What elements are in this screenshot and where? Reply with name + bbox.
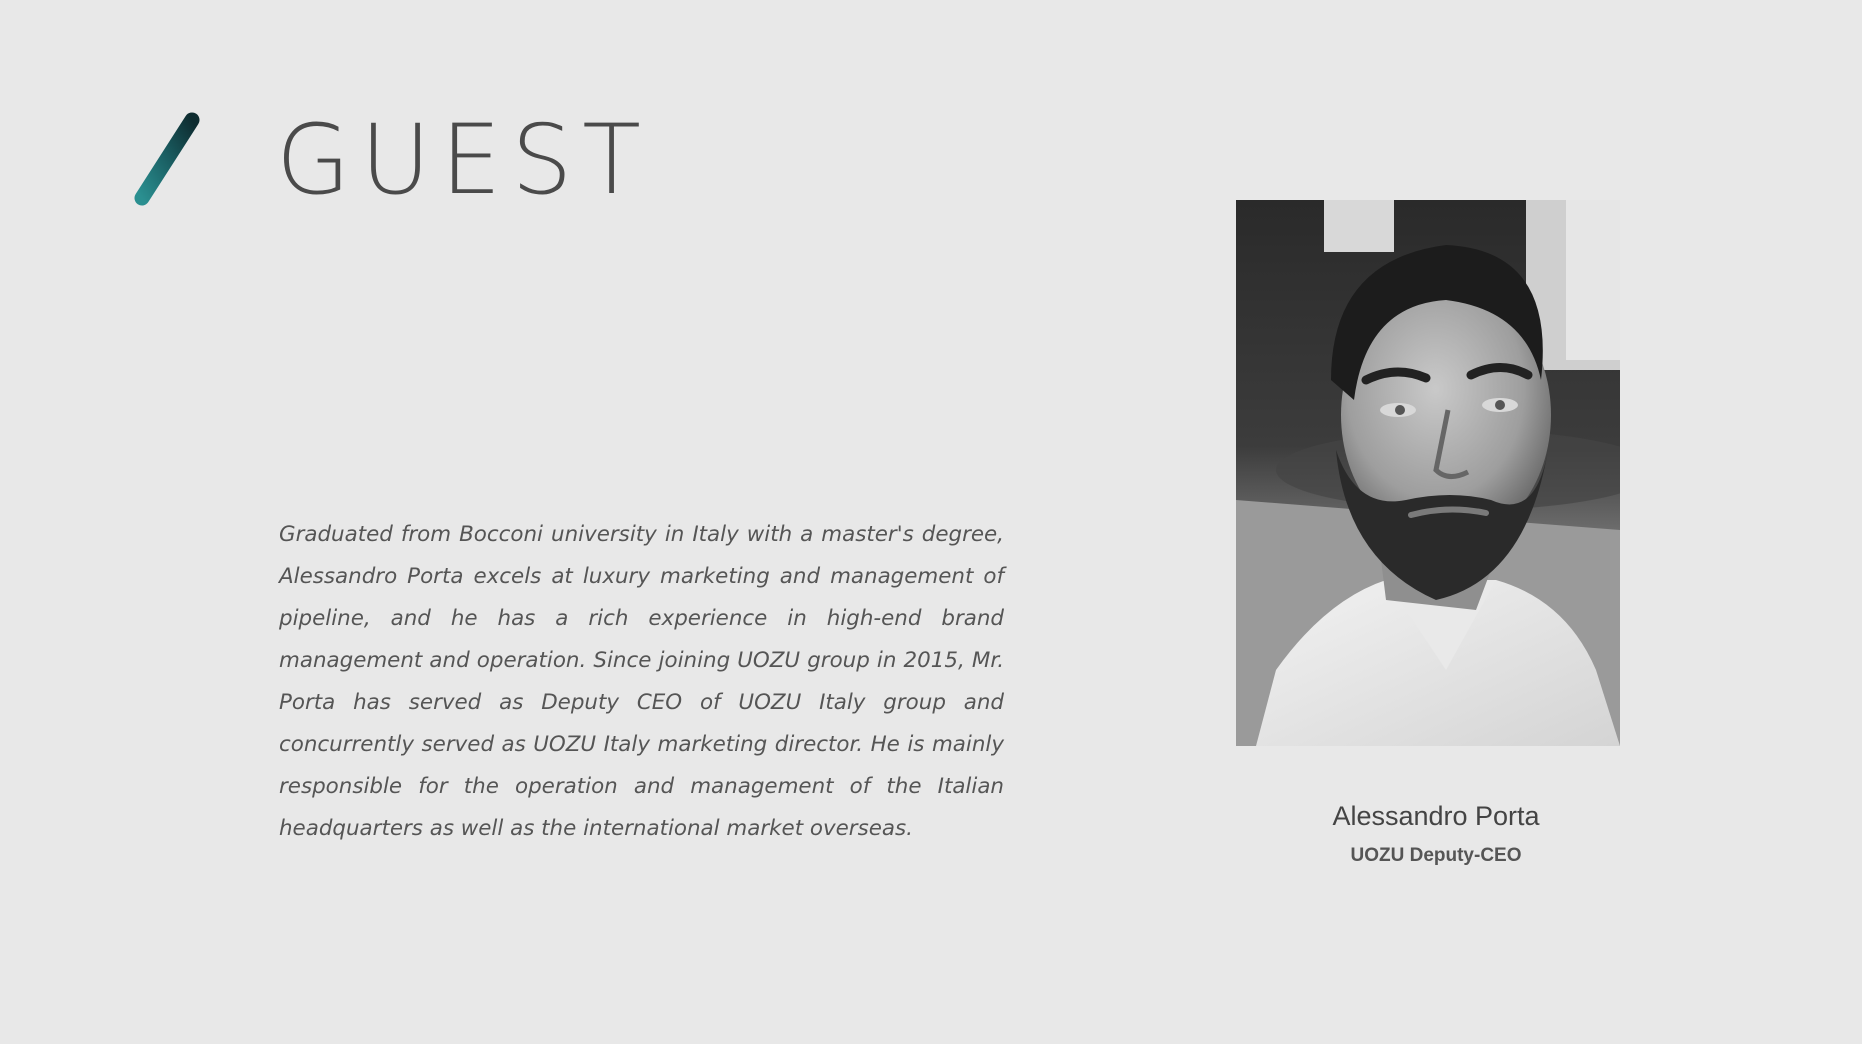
- guest-role: UOZU Deputy-CEO: [1350, 845, 1522, 866]
- guest-name: Alessandro Porta: [1332, 801, 1540, 831]
- guest-portrait: [1236, 200, 1620, 746]
- page-title: GUEST: [276, 104, 651, 216]
- slash-icon: [128, 110, 208, 210]
- guest-bio: Graduated from Bocconi university in Italy with a master's degree, Alessandro Porta excels at luxury marketing and management of pipeline, and he has a rich experience in high-end brand management and operation. Since joining UOZU group in 2015, Mr. Porta has served as Deputy CEO of UOZU Italy group and concurrently served as UOZU Italy marketing director. He is mainly responsible for the operation and management of the Italian headquarters as well as the international market overseas.: [279, 522, 1004, 841]
